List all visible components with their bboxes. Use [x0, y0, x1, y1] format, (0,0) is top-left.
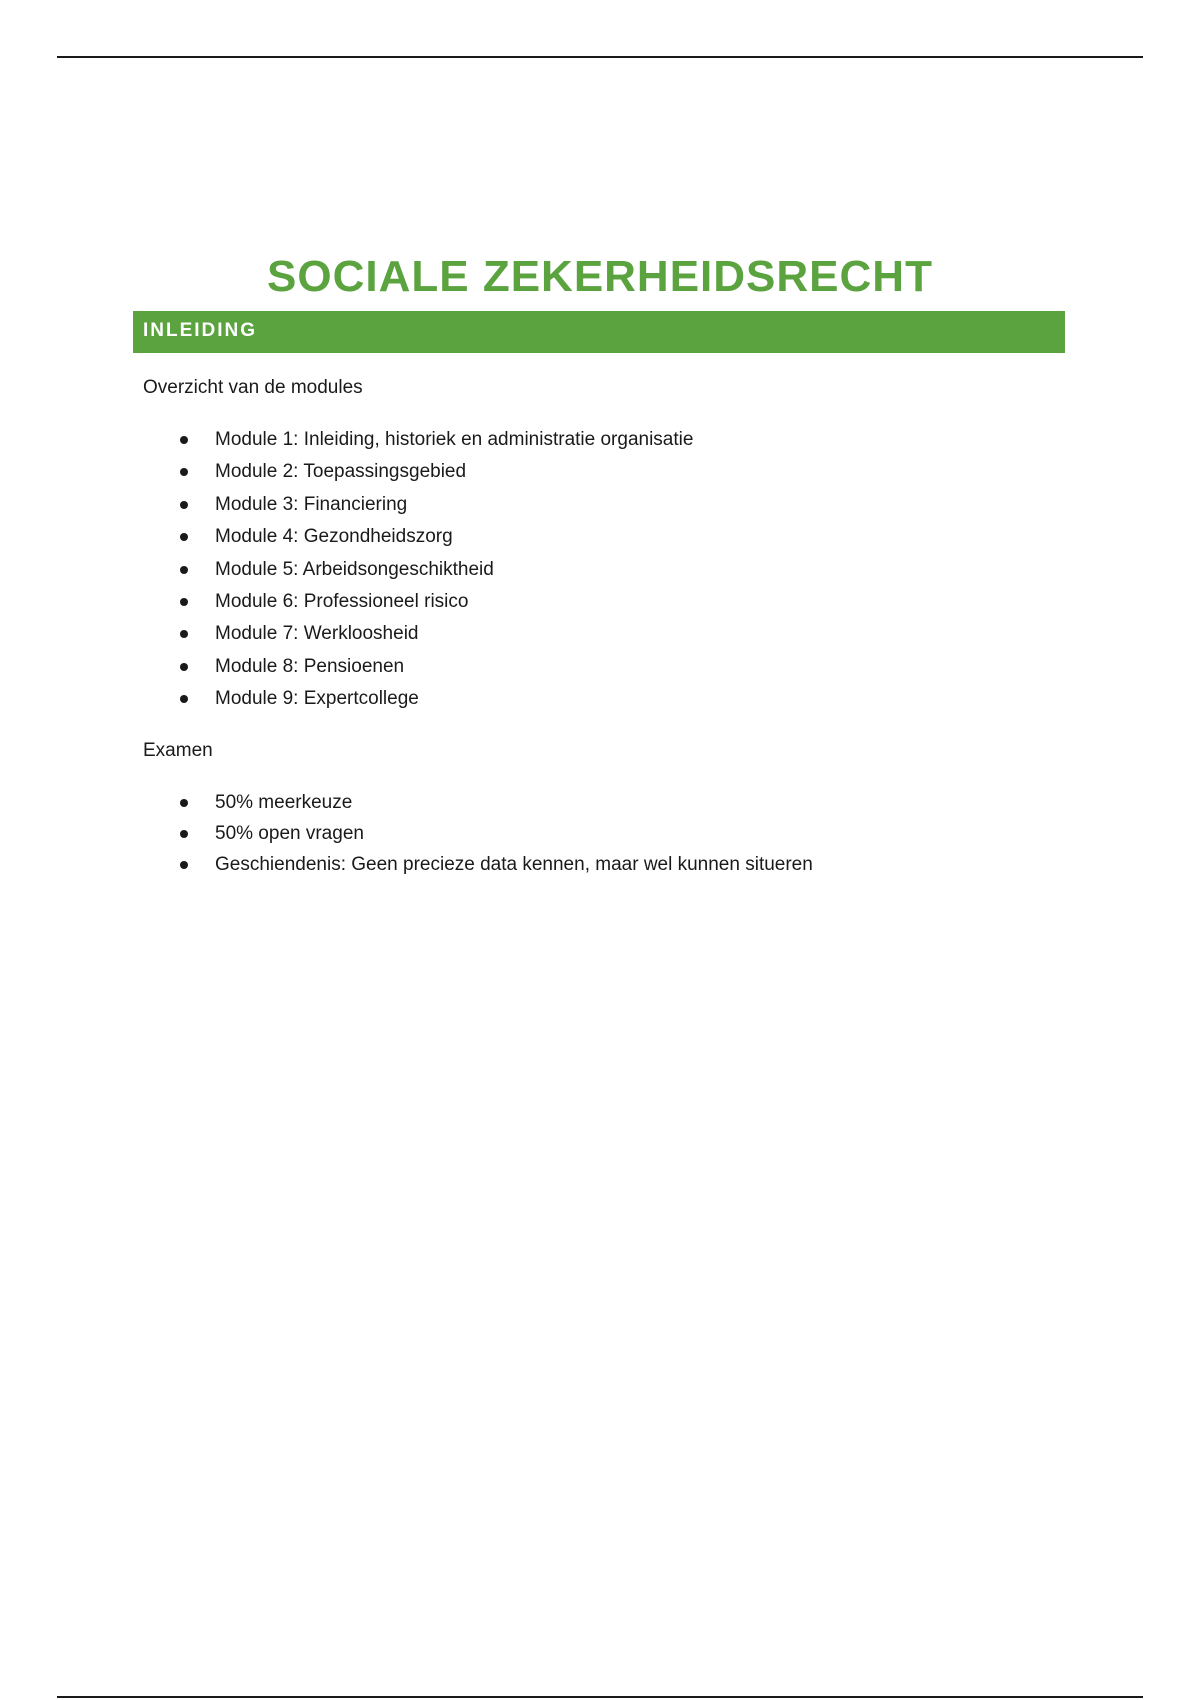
- exam-item-text: 50% open vragen: [215, 823, 364, 844]
- bullet-icon: [180, 598, 188, 606]
- exam-item-text: 50% meerkeuze: [215, 792, 353, 813]
- section-heading-bar: [133, 311, 1065, 353]
- bullet-icon: [180, 533, 188, 541]
- module-item-text: Module 9: Expertcollege: [215, 688, 419, 710]
- bullet-icon: [180, 695, 188, 703]
- module-item-text: Module 8: Pensioenen: [215, 655, 405, 677]
- modules-intro: Overzicht van de modules: [143, 377, 363, 398]
- bullet-icon: [180, 566, 188, 574]
- bullet-icon: [180, 501, 188, 509]
- exam-intro: Examen: [143, 740, 213, 761]
- module-item-text: Module 6: Professioneel risico: [215, 590, 469, 612]
- bullet-icon: [180, 861, 188, 869]
- exam-item-text: Geschiendenis: Geen precieze data kennen, maar wel kunnen situeren: [215, 854, 813, 875]
- bullet-icon: [180, 630, 188, 638]
- document-title: SOCIALE ZEKERHEIDSRECHT: [267, 252, 933, 302]
- module-item-text: Module 7: Werkloosheid: [215, 623, 419, 645]
- module-item-text: Module 1: Inleiding, historiek en administratie organisatie: [215, 429, 694, 450]
- bullet-icon: [180, 830, 188, 838]
- module-item-text: Module 5: Arbeidsongeschiktheid: [215, 558, 494, 580]
- module-item-text: Module 4: Gezondheidszorg: [215, 526, 453, 548]
- bullet-icon: [180, 468, 188, 476]
- header-rule: [57, 56, 1143, 58]
- bullet-icon: [180, 799, 188, 807]
- section-heading: INLEIDING: [143, 320, 258, 341]
- module-item-text: Module 3: Financiering: [215, 493, 408, 515]
- bullet-icon: [180, 436, 188, 444]
- bullet-icon: [180, 663, 188, 671]
- footer-rule: [57, 1696, 1143, 1698]
- module-item-text: Module 2: Toepassingsgebied: [215, 461, 467, 483]
